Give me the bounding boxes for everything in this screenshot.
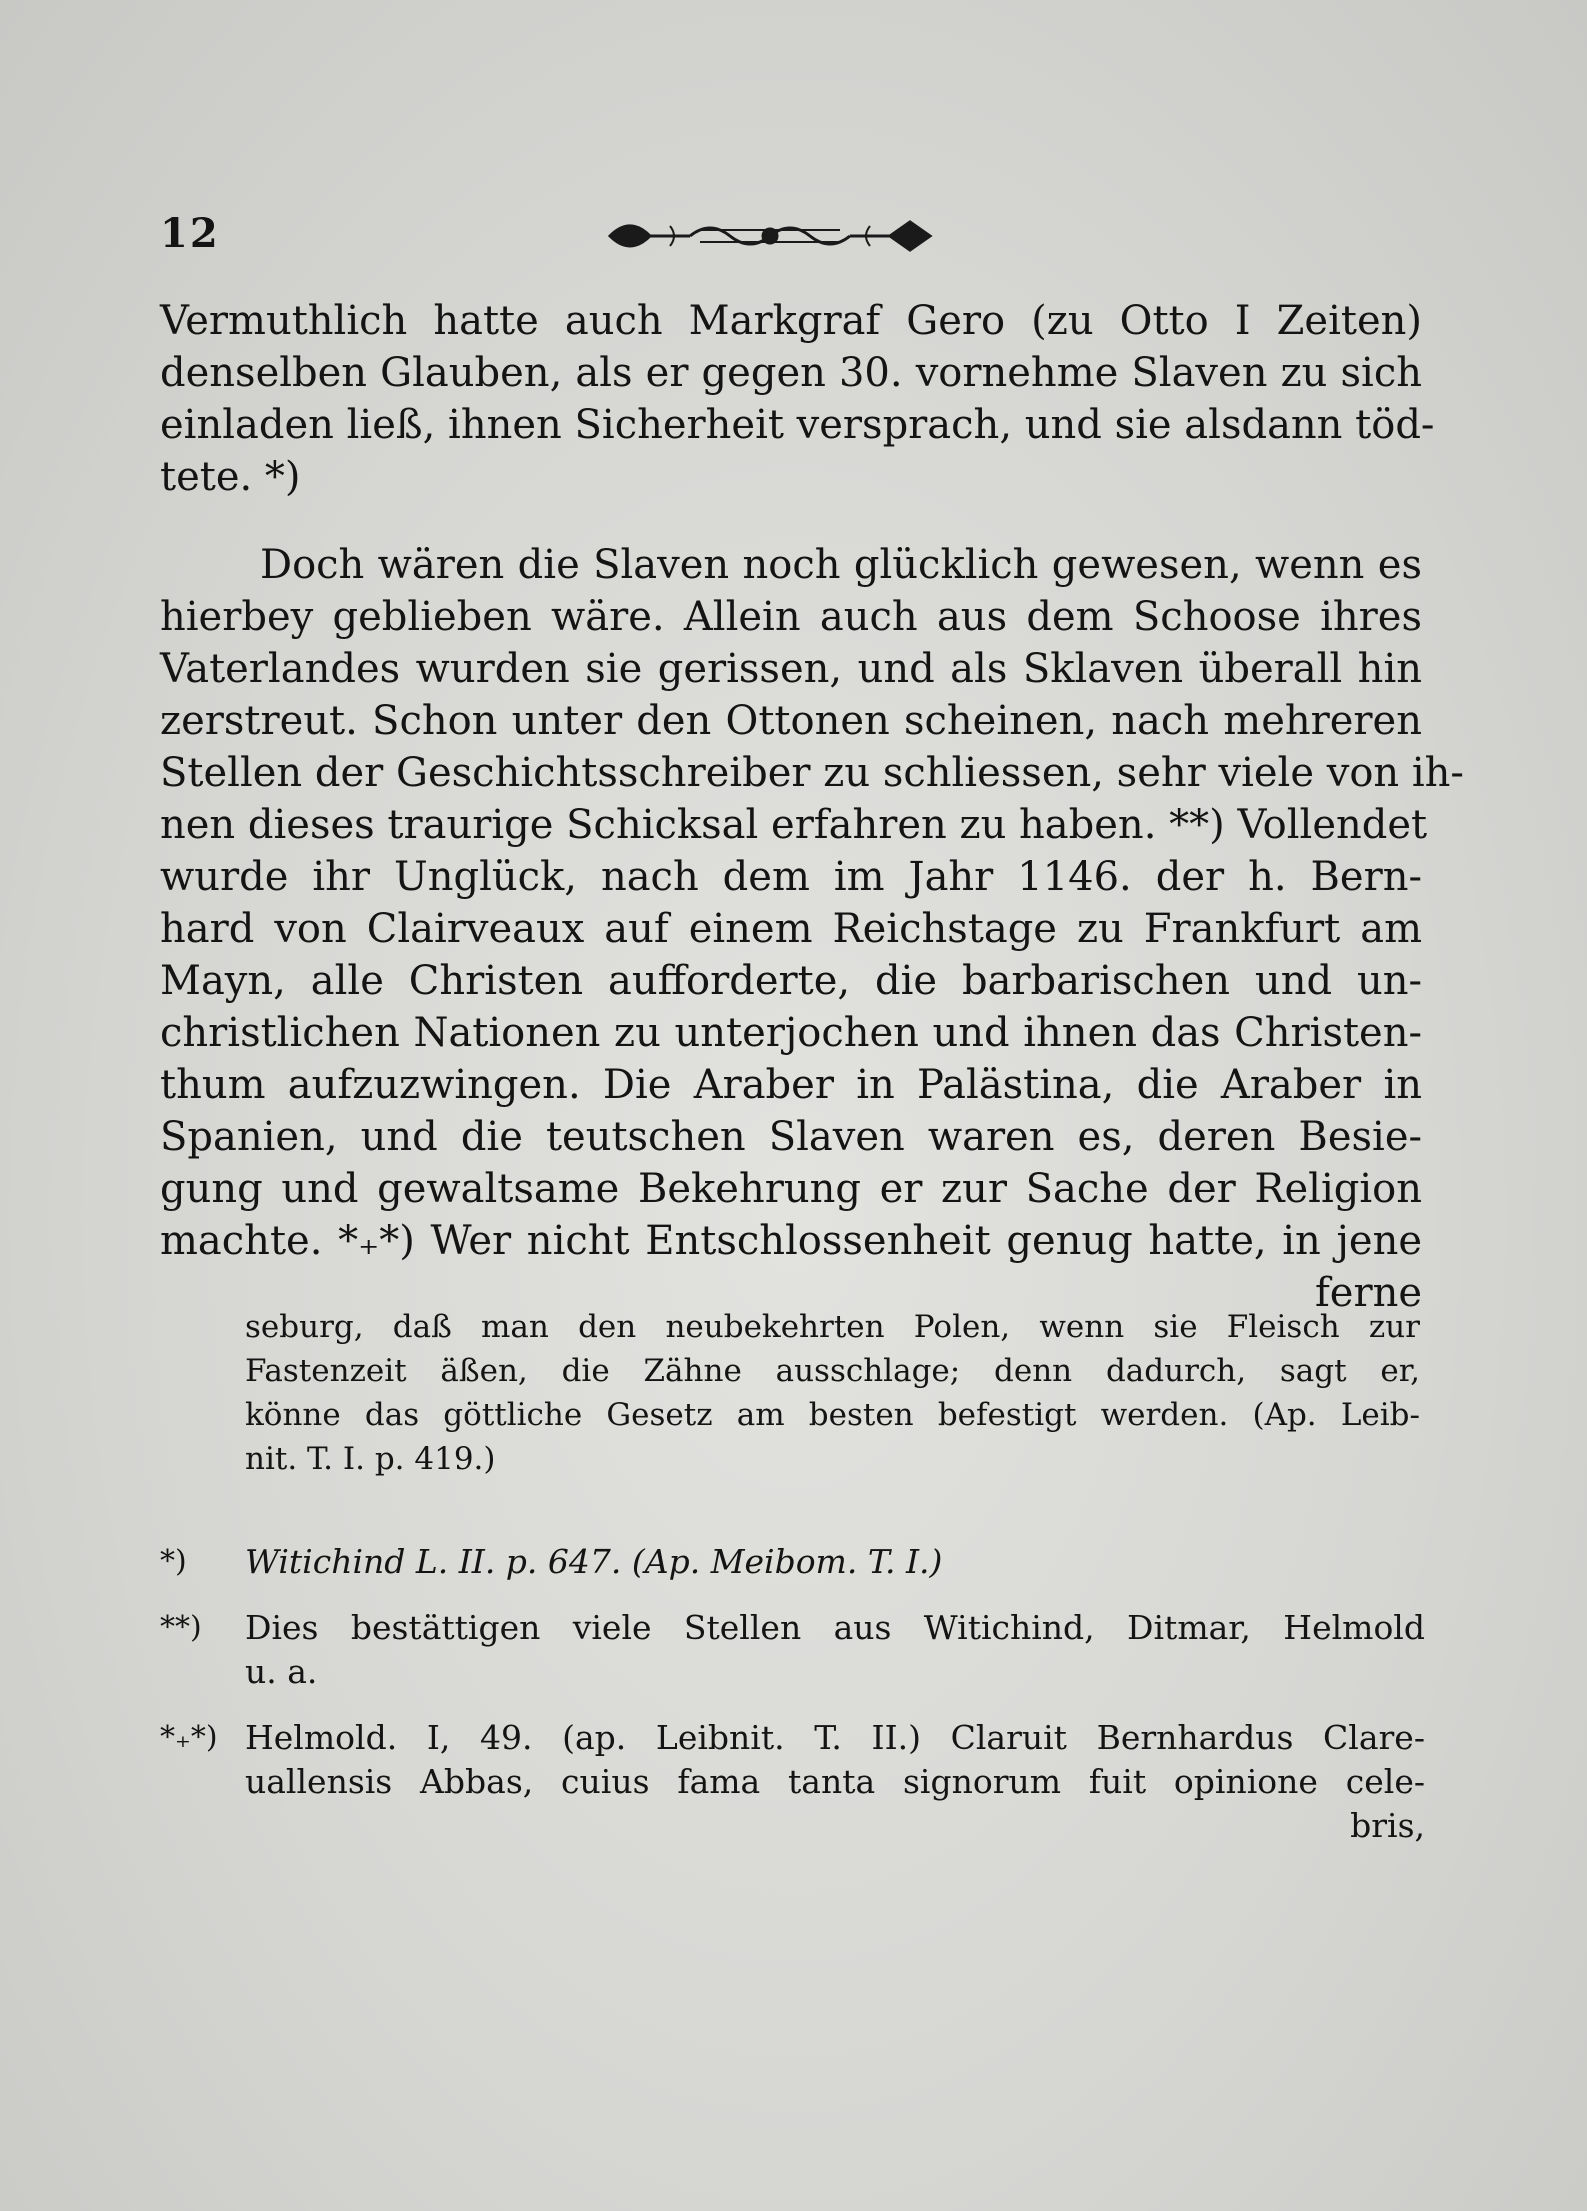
text-line: machte. *₊*) Wer nicht Entschlossenheit genug hatte, in jene	[160, 1218, 1422, 1264]
running-head	[160, 210, 1420, 270]
text-line: Vaterlandes wurden sie gerissen, und als Sklaven überall hin	[160, 646, 1422, 692]
footnote-mark: *₊*)	[160, 1720, 218, 1755]
footnote-2	[160, 1606, 1425, 1694]
catchword: ferne	[1314, 1270, 1422, 1316]
footnote-line: uallensis Abbas, cuius fama tanta signorum fuit opinione cele-	[245, 1762, 1425, 1801]
text-line: einladen ließ, ihnen Sicherheit versprach, und sie alsdann töd-	[160, 402, 1435, 448]
catchword: bris,	[1350, 1806, 1425, 1845]
footnote-line: Helmold. I, 49. (ap. Leibnit. T. II.) Claruit Bernhardus Clare-	[245, 1718, 1425, 1757]
footnotes	[160, 1540, 1425, 1870]
footnote-1	[160, 1540, 1425, 1584]
note-line: nit. T. I. p. 419.)	[245, 1441, 496, 1477]
text-line: gung und gewaltsame Bekehrung er zur Sache der Religion	[160, 1166, 1422, 1212]
note-line: könne das göttliche Gesetz am besten befestigt werden. (Ap. Leib-	[245, 1397, 1420, 1433]
main-text	[160, 295, 1464, 1319]
text-line: denselben Glauben, als er gegen 30. vornehme Slaven zu sich	[160, 350, 1422, 396]
text-line: zerstreut. Schon unter den Ottonen scheinen, nach mehreren	[160, 698, 1422, 744]
text-line: thum aufzuzwingen. Die Araber in Palästina, die Araber in	[160, 1062, 1422, 1108]
text-line: nen dieses traurige Schicksal erfahren zu haben. **) Vollendet	[160, 802, 1428, 848]
text-line: Spanien, und die teutschen Slaven waren es, deren Besie-	[160, 1114, 1422, 1160]
footnote-mark: **)	[160, 1610, 202, 1645]
note-line: seburg, daß man den neubekehrten Polen, wenn sie Fleisch zur	[245, 1309, 1420, 1345]
text-line: Mayn, alle Christen aufforderte, die barbarischen und un-	[160, 958, 1422, 1004]
note-line: Fastenzeit äßen, die Zähne ausschlage; denn dadurch, sagt er,	[245, 1353, 1420, 1389]
footnote-line: u. a.	[245, 1652, 318, 1691]
text-line: Stellen der Geschichtsschreiber zu schliessen, sehr viele von ih-	[160, 750, 1464, 796]
page-number: 12	[160, 210, 220, 257]
text-line: hard von Clairveaux auf einem Reichstage zu Frankfurt am	[160, 906, 1422, 952]
text-line: wurde ihr Unglück, nach dem im Jahr 1146. der h. Bern-	[160, 854, 1422, 900]
text-line: Vermuthlich hatte auch Markgraf Gero (zu Otto I Zeiten)	[160, 298, 1422, 344]
footnote-line: Witichind L. II. p. 647. (Ap. Meibom. T. I.)	[245, 1542, 943, 1581]
text-line: christlichen Nationen zu unterjochen und ihnen das Christen-	[160, 1010, 1422, 1056]
footnote-mark: *)	[160, 1544, 187, 1579]
ornament-rule-icon	[600, 212, 940, 260]
text-line: Doch wären die Slaven noch glücklich gewesen, wenn es	[260, 542, 1422, 588]
footnote-3	[160, 1716, 1425, 1848]
text-line: tete. *)	[160, 454, 301, 500]
footnote-line: Dies bestättigen viele Stellen aus Witichind, Ditmar, Helmold	[245, 1608, 1425, 1647]
continued-footnote	[245, 1305, 1420, 1481]
text-line: hierbey geblieben wäre. Allein auch aus dem Schoose ihres	[160, 594, 1422, 640]
paragraph-1	[160, 295, 1435, 503]
paragraph-2	[160, 539, 1464, 1319]
